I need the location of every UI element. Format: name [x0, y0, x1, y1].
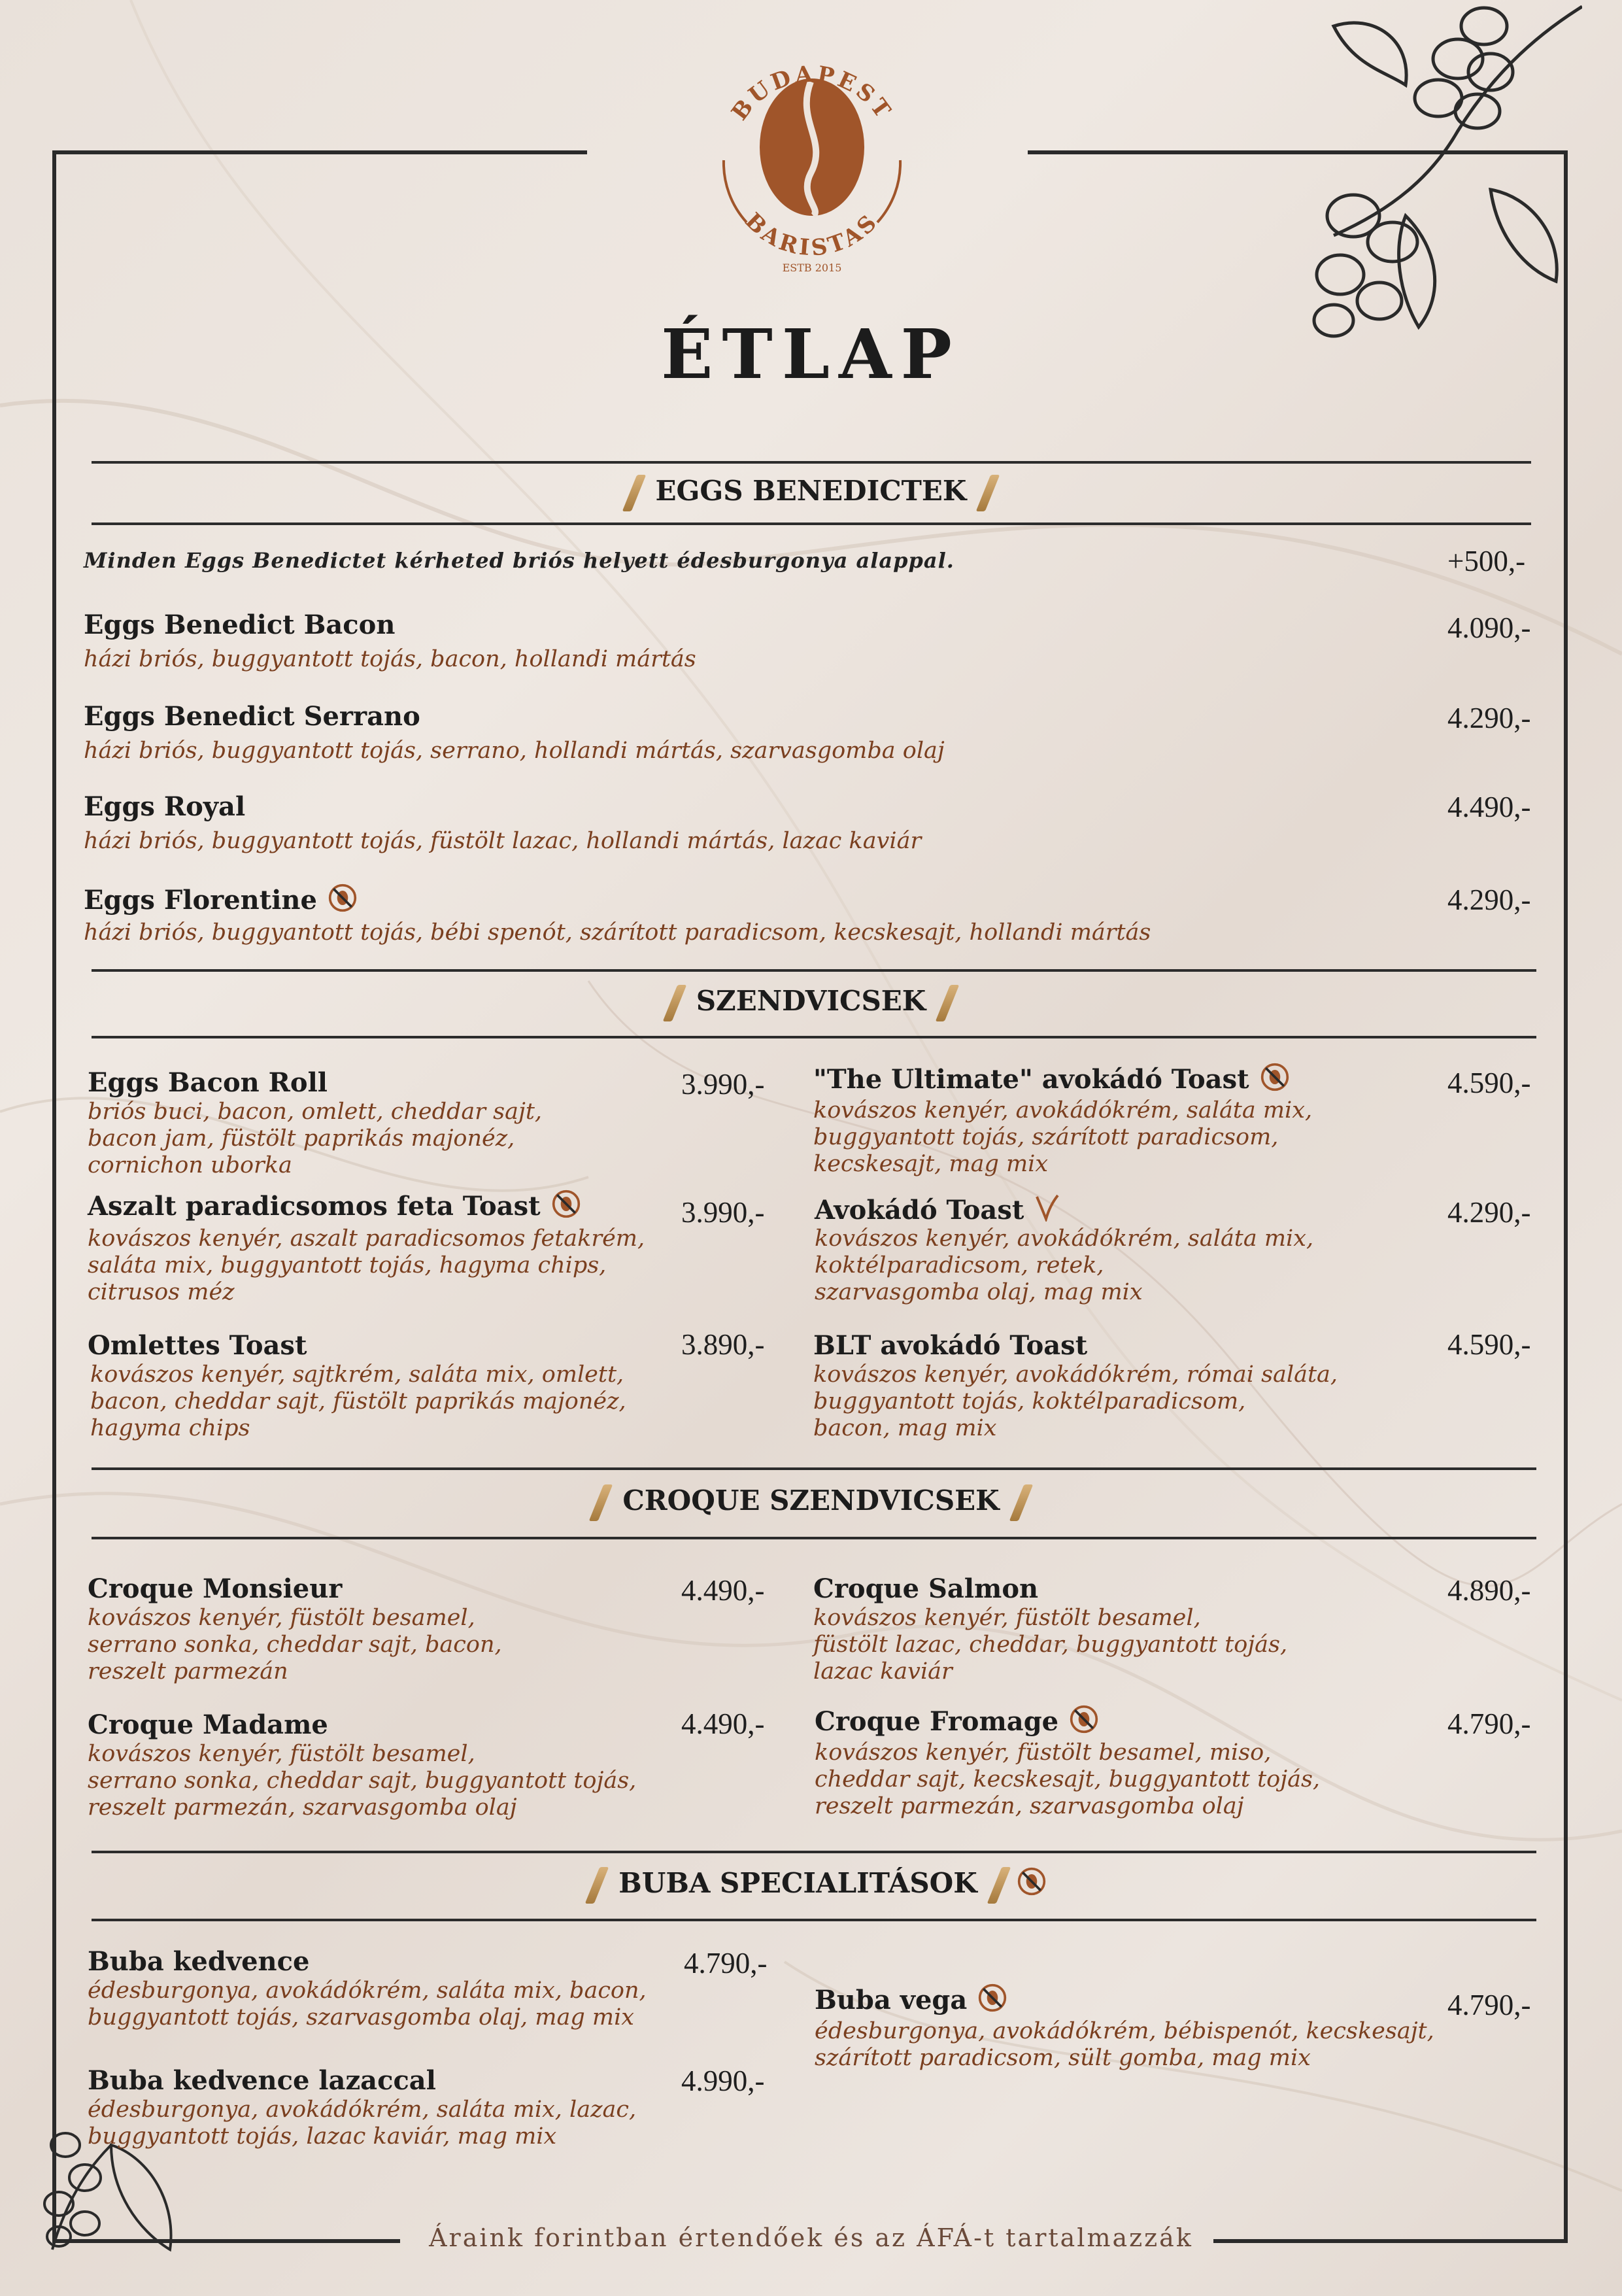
menu-item-price: 4.490,-	[1447, 791, 1531, 823]
menu-item-desc: édesburgonya, avokádókrém, bébispenót, kecskesajt, szárított paradicsom, sült gomba, mag mix	[815, 2018, 1434, 2071]
menu-item-price: 3.890,-	[681, 1328, 765, 1361]
section-rule	[92, 1036, 1536, 1038]
menu-item-price: 3.990,-	[681, 1196, 765, 1229]
no-meat-icon	[1260, 1062, 1290, 1092]
gold-slash	[662, 985, 686, 1021]
menu-item-name: Eggs Benedict Bacon	[84, 609, 396, 640]
section-rule	[92, 1467, 1536, 1470]
menu-item-name: BLT avokádó Toast	[813, 1330, 1088, 1361]
footer-note: Áraink forintban értendőek és az ÁFÁ-t tartalmazzák	[429, 2223, 1193, 2252]
logo-top-text: BUDAPEST	[726, 61, 898, 126]
menu-item-name: Eggs Bacon Roll	[88, 1067, 328, 1098]
no-meat-icon	[328, 883, 358, 913]
menu-item-price: 4.790,-	[1447, 1989, 1531, 2021]
gold-slash	[987, 1867, 1011, 1904]
eggs-note-price: +500,-	[1447, 545, 1526, 577]
menu-item-name: Eggs Benedict Serrano	[84, 701, 420, 732]
section-rule	[92, 969, 1536, 972]
menu-item-desc: házi briós, buggyantott tojás, bébi spenót, szárított paradicsom, kecskesajt, hollandi mártás	[84, 919, 1151, 946]
frame-left	[52, 150, 56, 2243]
menu-item-name: Avokádó Toast	[815, 1193, 1060, 1225]
section-title-eggs: EGGS BENEDICTEK	[0, 475, 1622, 511]
coffee-branch-illustration	[1294, 0, 1582, 353]
menu-item-name: Eggs Florentine	[84, 883, 358, 916]
budapest-baristas-logo	[701, 29, 923, 291]
gold-slash	[1009, 1484, 1033, 1521]
menu-item-desc: kovászos kenyér, avokádókrém, római saláta, buggyantott tojás, koktélparadicsom, bacon, mag mix	[813, 1362, 1338, 1441]
menu-item-desc: kovászos kenyér, füstölt besamel, serrano sonka, cheddar sajt, bacon, reszelt parmezán	[88, 1605, 502, 1685]
no-meat-icon	[1017, 1866, 1047, 1896]
no-meat-icon	[1069, 1704, 1099, 1734]
menu-item-name: Buba kedvence	[88, 1946, 310, 1977]
menu-item-name: Buba vega	[815, 1983, 1007, 2015]
section-rule	[92, 1851, 1536, 1853]
menu-item-price: 4.790,-	[684, 1947, 768, 1979]
frame-top-left	[52, 150, 587, 154]
menu-item-desc: édesburgonya, avokádókrém, saláta mix, bacon, buggyantott tojás, szarvasgomba olaj, mag mix	[88, 1978, 647, 2030]
gold-slash	[589, 1484, 613, 1521]
menu-item-desc: kovászos kenyér, füstölt besamel, miso, cheddar sajt, kecskesajt, buggyantott tojás, reszelt parmezán, szarvasgomba olaj	[815, 1739, 1321, 1819]
menu-item-price: 4.790,-	[1447, 1707, 1531, 1740]
menu-item-desc: kovászos kenyér, avokádókrém, saláta mix, buggyantott tojás, szárított paradicsom, kecskesajt, mag mix	[813, 1097, 1313, 1177]
section-rule	[92, 523, 1531, 525]
menu-item-name: Croque Monsieur	[88, 1573, 343, 1604]
menu-item-desc: kovászos kenyér, aszalt paradicsomos fetakrém, saláta mix, buggyantott tojás, hagyma chips, citrusos méz	[88, 1225, 645, 1305]
section-rule	[92, 1919, 1536, 1921]
menu-item-name: Croque Madame	[88, 1709, 328, 1740]
menu-item-desc: briós buci, bacon, omlett, cheddar sajt, bacon jam, füstölt paprikás majonéz, cornichon uborka	[88, 1099, 543, 1178]
no-meat-icon	[977, 1983, 1007, 2013]
gold-slash	[976, 475, 1000, 511]
menu-item-price: 4.590,-	[1447, 1328, 1531, 1361]
menu-item-desc: házi briós, buggyantott tojás, serrano, hollandi mártás, szarvasgomba olaj	[84, 738, 945, 764]
menu-item-name: Eggs Royal	[84, 791, 246, 822]
no-meat-icon	[551, 1189, 581, 1219]
menu-item-price: 4.490,-	[681, 1574, 765, 1607]
section-title-sandwiches: SZENDVICSEK	[0, 985, 1622, 1021]
frame-right	[1564, 150, 1568, 2243]
section-rule	[92, 461, 1531, 464]
menu-item-price: 4.990,-	[681, 2065, 765, 2097]
menu-item-desc: házi briós, buggyantott tojás, bacon, hollandi mártás	[84, 646, 696, 672]
page-title: ÉTLAP	[661, 314, 961, 394]
menu-item-name: Buba kedvence lazaccal	[88, 2065, 436, 2096]
gold-slash	[585, 1867, 609, 1904]
menu-item-name: Croque Fromage	[815, 1704, 1099, 1737]
vegan-leaf-icon	[1032, 1193, 1060, 1222]
menu-item-price: 4.890,-	[1447, 1574, 1531, 1607]
menu-item-desc: kovászos kenyér, füstölt besamel, füstölt lazac, cheddar, buggyantott tojás, lazac kaviár	[813, 1605, 1288, 1685]
menu-item-price: 4.090,-	[1447, 611, 1531, 644]
menu-item-price: 4.490,-	[681, 1707, 765, 1740]
gold-slash	[936, 985, 960, 1021]
menu-item-desc: kovászos kenyér, füstölt besamel, serrano sonka, cheddar sajt, buggyantott tojás, reszelt parmezán, szarvasgomba olaj	[88, 1741, 637, 1821]
menu-item-price: 4.290,-	[1447, 883, 1531, 916]
svg-text:BARISTAS	[740, 208, 885, 262]
section-title-buba: BUBA SPECIALITÁSOK	[0, 1866, 1622, 1904]
menu-item-desc: kovászos kenyér, avokádókrém, saláta mix, koktélparadicsom, retek, szarvasgomba olaj, mag mix	[815, 1225, 1314, 1305]
menu-item-price: 4.590,-	[1447, 1067, 1531, 1099]
menu-item-price: 4.290,-	[1447, 702, 1531, 734]
section-rule	[92, 1537, 1536, 1539]
menu-item-price: 4.290,-	[1447, 1196, 1531, 1229]
menu-item-name: Omlettes Toast	[88, 1330, 307, 1361]
menu-item-price: 3.990,-	[681, 1068, 765, 1101]
menu-item-name: Croque Salmon	[813, 1573, 1039, 1604]
section-title-croque: CROQUE SZENDVICSEK	[0, 1484, 1622, 1521]
logo-bottom-text: BARISTAS	[739, 207, 885, 262]
eggs-note: Minden Eggs Benedictet kérheted briós helyett édesburgonya alappal.	[84, 548, 955, 573]
gold-slash	[622, 475, 646, 511]
logo-established: ESTB 2015	[782, 262, 842, 274]
menu-item-name: "The Ultimate" avokádó Toast	[813, 1062, 1290, 1095]
menu-item-name: Aszalt paradicsomos feta Toast	[88, 1189, 581, 1222]
menu-item-desc: házi briós, buggyantott tojás, füstölt lazac, hollandi mártás, lazac kaviár	[84, 828, 922, 854]
menu-item-desc: kovászos kenyér, sajtkrém, saláta mix, omlett, bacon, cheddar sajt, füstölt paprikás majonéz, hagyma chips	[90, 1362, 626, 1441]
menu-item-desc: édesburgonya, avokádókrém, saláta mix, lazac, buggyantott tojás, lazac kaviár, mag mix	[88, 2097, 637, 2150]
